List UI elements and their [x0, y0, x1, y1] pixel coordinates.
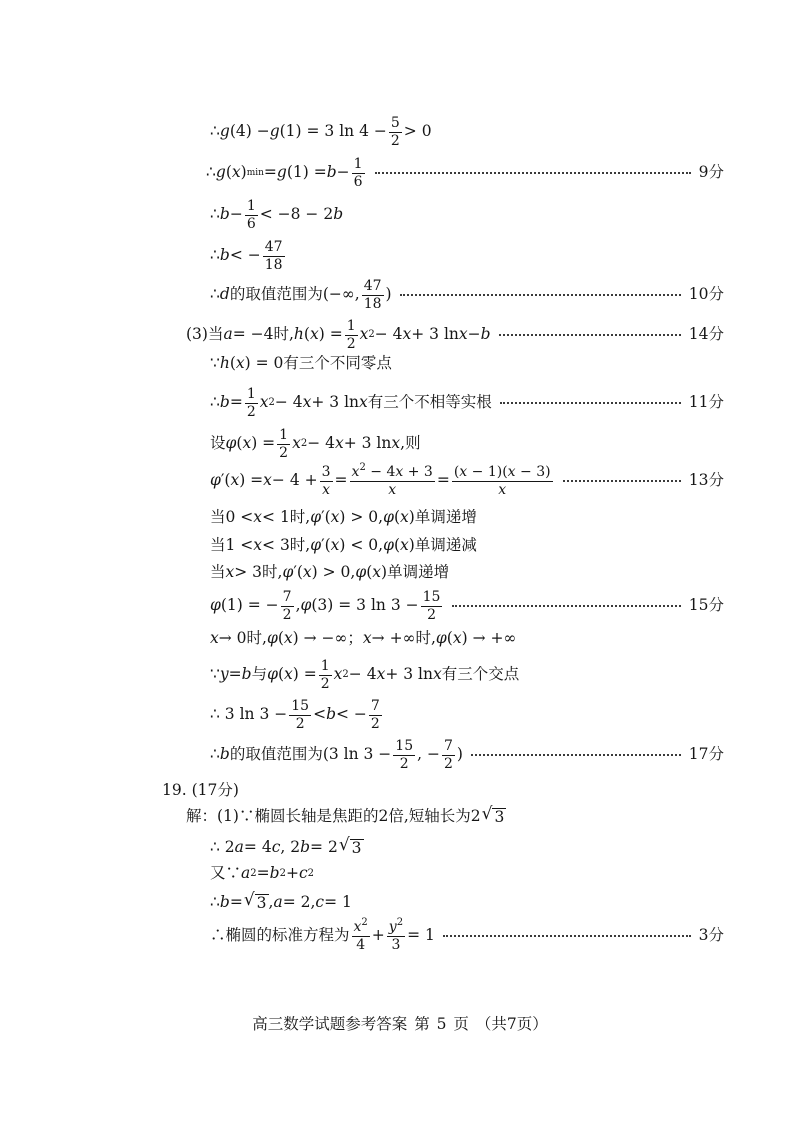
- solution-line: [210, 428, 724, 460]
- solution-line: [210, 892, 724, 913]
- solution-line: [210, 837, 724, 858]
- math-expression: ∴ b 的取值范围为(3 ln 3 − $\frac{15}{2}$ , − $\frac{7}{2}$ ): [210, 738, 463, 772]
- solution-line: [210, 739, 724, 771]
- math-expression: ∴ d 的取值范围为(−∞, $\frac{47}{18}$ ): [210, 278, 392, 312]
- math-expression: ∴ b − $\frac{1}{6}$ < −8 − 2 b: [210, 198, 344, 232]
- math-expression: x → 0时, φ ( x ) → −∞； x → +∞时, φ ( x ) → +∞: [210, 629, 517, 647]
- score-points: 13分: [688, 471, 724, 490]
- solution-line: [210, 387, 724, 419]
- math-expression: ∴ 3 ln 3 − $\frac{15}{2}$ < b < − $\frac{7}{2}$: [210, 698, 380, 732]
- solution-line: [210, 240, 724, 272]
- math-expression: ∴ g ( x ) min = g (1) = b − $\frac{1}{6}$: [206, 156, 363, 190]
- math-expression: 解：(1)∵椭圆长轴是焦距的2倍,短轴长为2 √ 3: [186, 804, 505, 826]
- dot-leader: [500, 402, 681, 404]
- dot-leader: [400, 294, 681, 296]
- dot-leader: [443, 935, 691, 937]
- solution-line: [210, 917, 724, 953]
- solution-line: [210, 116, 724, 148]
- score-points: 11分: [688, 393, 724, 412]
- solution-line: [210, 590, 724, 622]
- math-expression: (3)当 a = −4时, h ( x ) = $\frac{1}{2}$ x 2 − 4 x + 3 ln x − b: [186, 318, 491, 352]
- math-expression: ∴椭圆的标准方程为 $\frac{x^2}{4}$ + $\frac{y^2}{3}$ = 1: [210, 917, 435, 953]
- solution-line: [210, 199, 724, 231]
- solution-line: [210, 630, 724, 648]
- solution-line: [210, 537, 724, 555]
- math-expression: 又∵ a 2 = b 2 + c 2: [210, 864, 315, 882]
- dot-leader: [471, 754, 681, 756]
- solution-line: [210, 865, 724, 883]
- solution-line: [186, 806, 724, 827]
- math-expression: 当 x > 3时, φ ′( x ) > 0, φ ( x )单调递增: [210, 563, 450, 581]
- page-footer: 高三数学试题参考答案 第 5 页 （共7页）: [252, 1015, 548, 1033]
- math-expression: ∴ b = $\frac{1}{2}$ x 2 − 4 x + 3 ln x 有三个不相等实根: [210, 386, 492, 420]
- math-expression: ∴ g (4) − g (1) = 3 ln 4 − $\frac{5}{2}$ > 0: [210, 115, 432, 149]
- math-expression: ∴ 2 a = 4 c , 2 b = 2 √ 3: [210, 835, 362, 857]
- score-points: 10分: [688, 285, 724, 304]
- solution-line: [186, 319, 724, 351]
- dot-leader: [499, 334, 681, 336]
- math-expression: ∵ y = b 与 φ ( x ) = $\frac{1}{2}$ x 2 − 4 x + 3 ln x 有三个交点: [210, 658, 520, 692]
- solution-line: [210, 564, 724, 582]
- score-points: 9分: [698, 163, 724, 182]
- dot-leader: [375, 172, 691, 174]
- dot-leader: [563, 480, 681, 482]
- solution-line: [210, 355, 724, 373]
- math-expression: ∵ h ( x ) = 0有三个不同零点: [210, 354, 392, 372]
- math-expression: ∴ b < − $\frac{47}{18}$: [210, 239, 283, 273]
- math-expression: φ (1) = − $\frac{7}{2}$ , φ (3) = 3 ln 3 − $\frac{15}{2}$: [210, 589, 441, 623]
- solution-line: [210, 659, 724, 691]
- solution-line: [210, 462, 724, 498]
- math-expression: 当0 < x < 1时, φ ′( x ) > 0, φ ( x )单调递增: [210, 508, 477, 526]
- score-points: 3分: [698, 926, 724, 945]
- math-expression: 当1 < x < 3时, φ ′( x ) < 0, φ ( x )单调递减: [210, 536, 477, 554]
- solution-line: [210, 279, 724, 311]
- math-expression: φ ′( x ) = x − 4 + $\frac{3}{x}$ = $\frac{x^2 - 4x + 3}{x}$ = $\frac{(x - 1)(x - 3)}{x}$: [210, 462, 551, 498]
- solution-line: [162, 782, 724, 800]
- dot-leader: [452, 605, 680, 607]
- score-points: 17分: [688, 745, 724, 764]
- solution-line: [210, 699, 724, 731]
- score-points: 14分: [688, 325, 724, 344]
- solution-line: [210, 509, 724, 527]
- math-expression: ∴ b = √ 3 , a = 2, c = 1: [210, 890, 352, 912]
- solution-line: [206, 157, 724, 189]
- math-expression: 19. (17分): [162, 781, 239, 799]
- math-expression: 设 φ ( x ) = $\frac{1}{2}$ x 2 − 4 x + 3 ln x ,则: [210, 427, 421, 461]
- score-points: 15分: [688, 596, 724, 615]
